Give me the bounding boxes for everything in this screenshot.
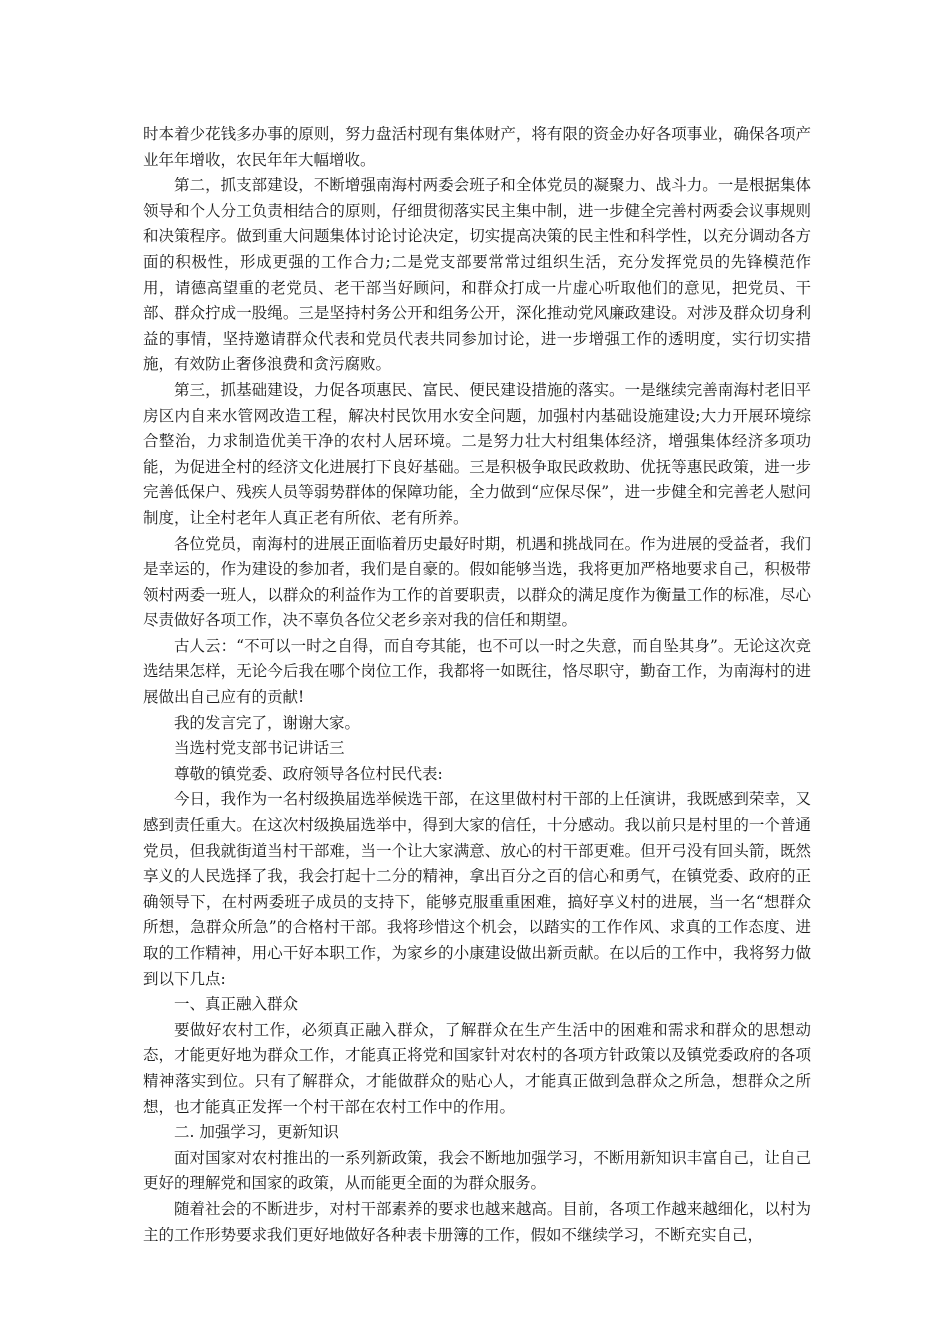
subheading-2: 二. 加强学习，更新知识 — [174, 1123, 339, 1142]
paragraph: 第三，抓基础建设，力促各项惠民、富民、便民建设措施的落实。一是继续完善南海村老旧平房区内自来水管网改造工程，解决村民饮用水安全问题，加强村内基础设施建设;大力开展环境综合整治，力求制造优美干净的农村人居环境。二是努力壮大村组集体经济，增强集体经济多项功能，为促进全村的经济文化进展打下良好基础。三是积极争取民政救助、优抚等惠民政策，进一步完善低保户、残疾人员等弱势群体的保障功能，全力做到“应保尽保”，进一步健全和完善老人慰问制度，让全村老年人真正老有所依、老有所养。 — [143, 380, 811, 527]
document-body — [143, 122, 811, 1248]
paragraph: 要做好农村工作，必须真正融入群众，了解群众在生产生活中的困难和需求和群众的思想动态，才能更好地为群众工作，才能真正将党和国家针对农村的各项方针政策以及镇党委政府的各项精神落实到位。只有了解群众，才能做群众的贴心人，才能真正做到急群众之所急，想群众之所想，也才能真正发挥一个村干部在农村工作中的作用。 — [143, 1020, 811, 1116]
salutation: 尊敬的镇党委、政府领导各位村民代表: — [174, 764, 443, 783]
paragraph: 时本着少花钱多办事的原则，努力盘活村现有集体财产，将有限的资金办好各项事业，确保各项产业年年增收，农民年年大幅增收。 — [143, 125, 811, 169]
paragraph: 第二，抓支部建设，不断增强南海村两委会班子和全体党员的凝聚力、战斗力。一是根据集体领导和个人分工负责相结合的原则，仔细贯彻落实民主集中制，进一步健全完善村两委会议事规则和决策程序。做到重大问题集体讨论讨论决定，切实提高决策的民主性和科学性，以充分调动各方面的积极性，形成更强的工作合力;二是党支部要常常过组织生活，充分发挥党员的先锋模范作用，请德高望重的老党员、老干部当好顾问，和群众打成一片虚心听取他们的意见，把党员、干部、群众拧成一股绳。三是坚持村务公开和组务公开，深化推动党风廉政建设。对涉及群众切身利益的事情，坚持邀请群众代表和党员代表共同参加讨论，进一步增强工作的透明度，实行切实措施，有效防止奢侈浪费和贪污腐败。 — [143, 176, 811, 374]
paragraph: 各位党员，南海村的进展正面临着历史最好时期，机遇和挑战同在。作为进展的受益者，我们是幸运的，作为建设的参加者，我们是自豪的。假如能够当选，我将更加严格地要求自己，积极带领村两委一班人，以群众的利益作为工作的首要职责，以群众的满足度作为衡量工作的标准，尽心尽责做好各项工作，决不辜负各位父老乡亲对我的信任和期望。 — [143, 534, 811, 630]
closing-line: 我的发言完了，谢谢大家。 — [174, 713, 361, 732]
section-title: 当选村党支部书记讲话三 — [174, 739, 345, 758]
paragraph: 面对国家对农村推出的一系列新政策，我会不断地加强学习，不断用新知识丰富自己，让自己更好的理解党和国家的政策，从而能更全面的为群众服务。 — [143, 1148, 811, 1193]
paragraph: 古人云：“不可以一时之自得，而自夸其能，也不可以一时之失意，而自坠其身”。无论这次竞选结果怎样，无论今后我在哪个岗位工作，我都将一如既往，恪尽职守，勤奋工作，为南海村的进展做出自己应有的贡献! — [143, 636, 811, 707]
paragraph: 今日，我作为一名村级换届选举候选干部，在这里做村村干部的上任演讲，我既感到荣幸，又感到责任重大。在这次村级换届选举中，得到大家的信任，十分感动。我以前只是村里的一个普通党员，但我就街道当村干部难，当一个让大家满意、放心的村干部更难。但开弓没有回头箭，既然享义的人民选择了我，我会打起十二分的精神，拿出百分之百的信心和勇气，在镇党委、政府的正确领导下，在村两委班子成员的支持下，能够克服重重困难，搞好享义村的进展，当一名“想群众所想，急群众所急”的合格村干部。我将珍惜这个机会，以踏实的工作作风、求真的工作态度、进取的工作精神，用心干好本职工作，为家乡的小康建设做出新贡献。在以后的工作中，我将努力做到以下几点: — [143, 790, 811, 988]
subheading-1: 一、真正融入群众 — [174, 995, 299, 1014]
paragraph: 随着社会的不断进步，对村干部素养的要求也越来越高。目前，各项工作越来越细化，以村为主的工作形势要求我们更好地做好各种表卡册簿的工作，假如不继续学习，不断充实自己， — [143, 1199, 811, 1244]
